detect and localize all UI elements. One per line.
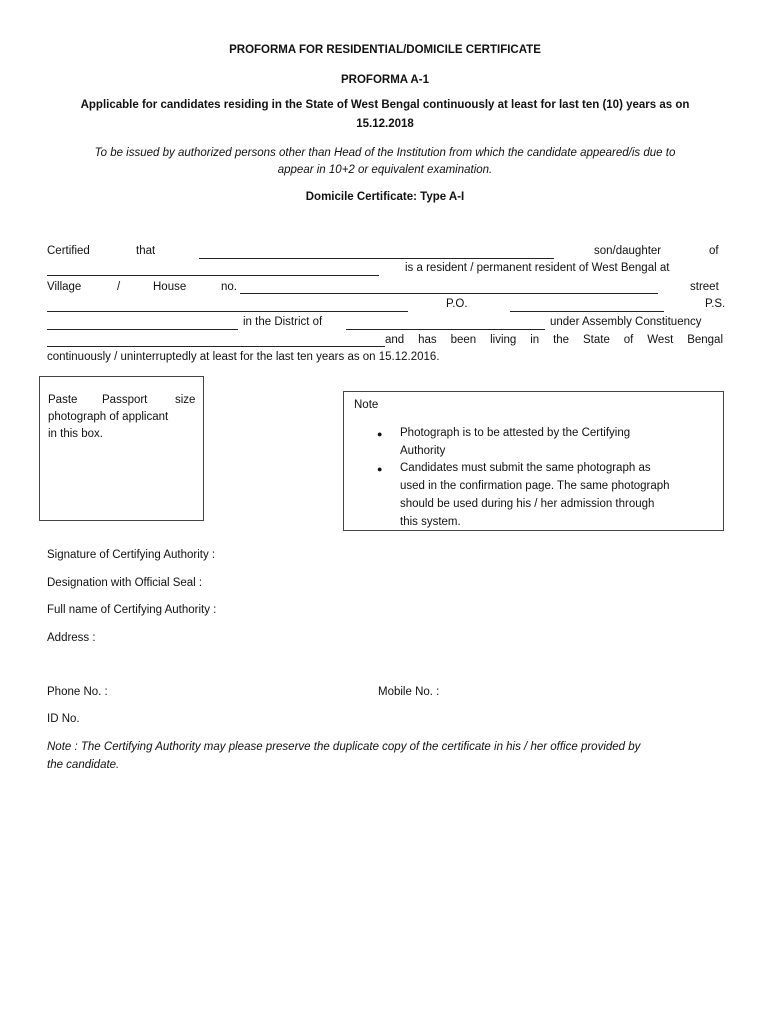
slash-separator: / — [117, 281, 121, 293]
note-box — [343, 391, 724, 531]
continuously-text: continuously / uninterruptedly at least for the last ten years as on 15.12.2016. — [47, 351, 440, 363]
photo-box-line-3: in this box. — [48, 428, 103, 440]
photo-box-word-size: size — [175, 394, 196, 406]
photo-box-word-paste: Paste — [48, 394, 78, 406]
designation-label: Designation with Official Seal : — [47, 577, 203, 589]
parent-name-blank[interactable] — [47, 275, 379, 276]
address-label: Address : — [47, 632, 96, 644]
photo-box-line-2: photograph of applicant — [48, 411, 169, 423]
note-bullet-1-line-1: Photograph is to be attested by the Certifying — [400, 427, 631, 439]
full-name-label: Full name of Certifying Authority : — [47, 604, 217, 616]
son-daughter-label: son/daughter — [594, 245, 662, 257]
note-bullet-2-line-2: used in the confirmation page. The same photograph — [400, 480, 670, 492]
mobile-label: Mobile No. : — [378, 686, 440, 698]
candidate-name-blank[interactable] — [199, 258, 554, 259]
footer-note-line-1: Note : The Certifying Authority may please preserve the duplicate copy of the certificate in his / her office provided by — [47, 741, 641, 753]
street-label: street — [690, 281, 719, 293]
street-blank[interactable] — [47, 311, 408, 312]
applicable-line-1: Applicable for candidates residing in the State of West Bengal continuously at least for last ten (10) years as on — [80, 99, 690, 111]
living-text: and has been living in the State of West Bengal — [385, 334, 723, 346]
constituency-label: under Assembly Constituency — [550, 316, 702, 328]
photo-box-word-passport: Passport — [102, 394, 148, 406]
ps-blank[interactable] — [47, 329, 238, 330]
signature-label: Signature of Certifying Authority : — [47, 549, 216, 561]
no-label: no. — [221, 281, 237, 293]
po-blank[interactable] — [510, 311, 664, 312]
note-bullet-1-line-2: Authority — [400, 445, 446, 457]
village-label: Village — [47, 281, 82, 293]
po-label: P.O. — [446, 298, 468, 310]
issued-line-2: appear in 10+2 or equivalent examination. — [277, 164, 493, 176]
footer-note-line-2: the candidate. — [47, 759, 120, 771]
constituency-blank[interactable] — [47, 346, 385, 347]
certificate-type: Domicile Certificate: Type A-I — [305, 191, 465, 203]
resident-text: is a resident / permanent resident of West Bengal at — [405, 262, 670, 274]
photo-paste-box[interactable] — [39, 376, 204, 521]
certified-label: Certified — [47, 245, 90, 257]
proforma-subtitle: PROFORMA A-1 — [341, 74, 429, 86]
phone-label: Phone No. : — [47, 686, 108, 698]
note-bullet-2-line-3: should be used during his / her admission through — [400, 498, 655, 510]
note-bullet-2-line-4: this system. — [400, 516, 461, 528]
bullet-icon: ● — [377, 464, 383, 474]
that-label: that — [136, 245, 156, 257]
of-label: of — [709, 245, 719, 257]
district-blank[interactable] — [346, 329, 545, 330]
note-bullet-2-line-1: Candidates must submit the same photograph as — [400, 462, 651, 474]
issued-line-1: To be issued by authorized persons other than Head of the Institution from which the candidate appeared/is due to — [94, 147, 676, 159]
id-no-label: ID No. — [47, 713, 80, 725]
document-title: PROFORMA FOR RESIDENTIAL/DOMICILE CERTIFICATE — [229, 44, 541, 56]
bullet-icon: ● — [377, 429, 383, 439]
district-label: in the District of — [243, 316, 323, 328]
ps-label: P.S. — [705, 298, 726, 310]
note-box-title: Note — [354, 399, 379, 411]
house-label: House — [153, 281, 187, 293]
village-house-blank[interactable] — [240, 293, 658, 294]
applicable-line-2: 15.12.2018 — [356, 118, 414, 130]
